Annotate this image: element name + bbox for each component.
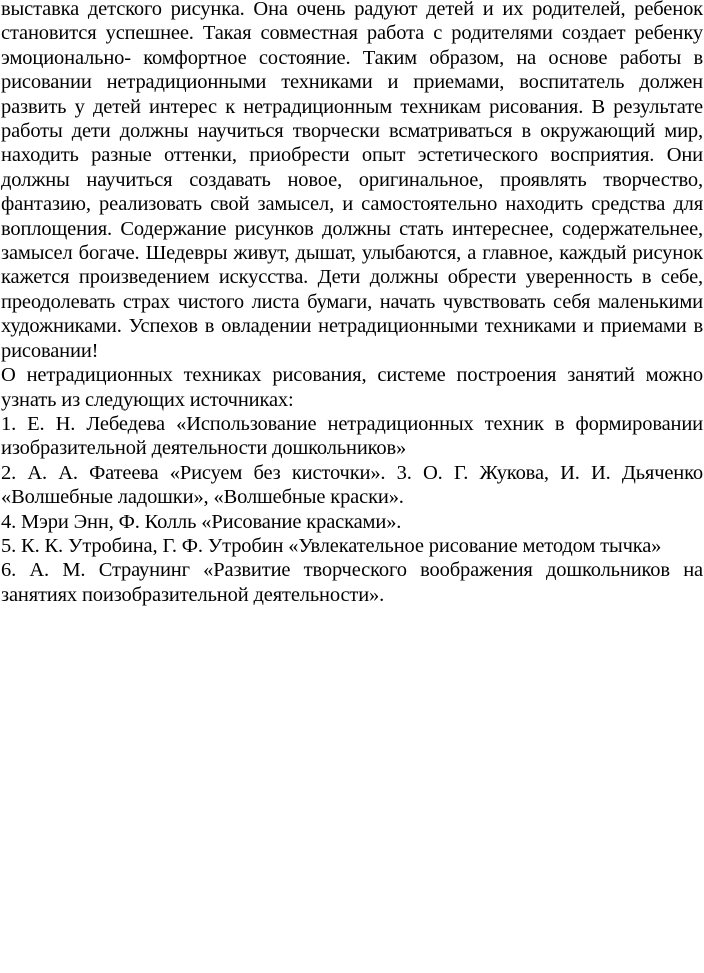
main-paragraph: выставка детского рисунка. Она очень радуют детей и их родителей, ребенок становится успешнее. Такая совместная работа с родителями создает ребенку эмоционально- комфортное состояние. Таким образом, на основе работы в рисовании нетрадиционными техниками и приемами, воспитатель должен развить у детей интерес к нетрадиционным техникам рисования. В результате работы дети должны научиться творчески всматриваться в окружающий мир, находить разные оттенки, приобрести опыт эстетического восприятия. Они должны научиться создавать новое, оригинальное, проявлять творчество, фантазию, реализовать свой замысел, и самостоятельно находить средства для воплощения. Содержание рисунков должны стать интереснее, содержательнее, замысел богаче. Шедевры живут, дышат, улыбаются, а главное, каждый рисунок кажется произведением искусства. Дети должны обрести уверенность в себе, преодолевать страх чистого листа бумаги, начать чувствовать себя маленькими художниками. Успехов в овладении нетрадиционными техниками и приемами в рисовании!: [1, 0, 703, 362]
reference-item: 2. А. А. Фатеева «Рисуем без кисточки». 3. О. Г. Жукова, И. И. Дьяченко «Волшебные ладошки», «Волшебные краски».: [1, 461, 703, 509]
sources-intro: О нетрадиционных техниках рисования, системе построения занятий можно узнать из следующих источниках:: [1, 364, 703, 411]
reference-item: 6. А. М. Страунинг «Развитие творческого воображения дошкольников на занятиях поизобразительной деятельности».: [1, 559, 703, 606]
reference-list: [1, 412, 703, 607]
reference-item: 4. Мэри Энн, Ф. Колль «Рисование красками».: [1, 510, 402, 533]
reference-item: 1. Е. Н. Лебедева «Использование нетрадиционных техник в формировании изобразительной деятельности дошкольников»: [1, 412, 703, 460]
reference-item: 5. К. К. Утробина, Г. Ф. Утробин «Увлекательное рисование методом тычка»: [1, 534, 662, 557]
